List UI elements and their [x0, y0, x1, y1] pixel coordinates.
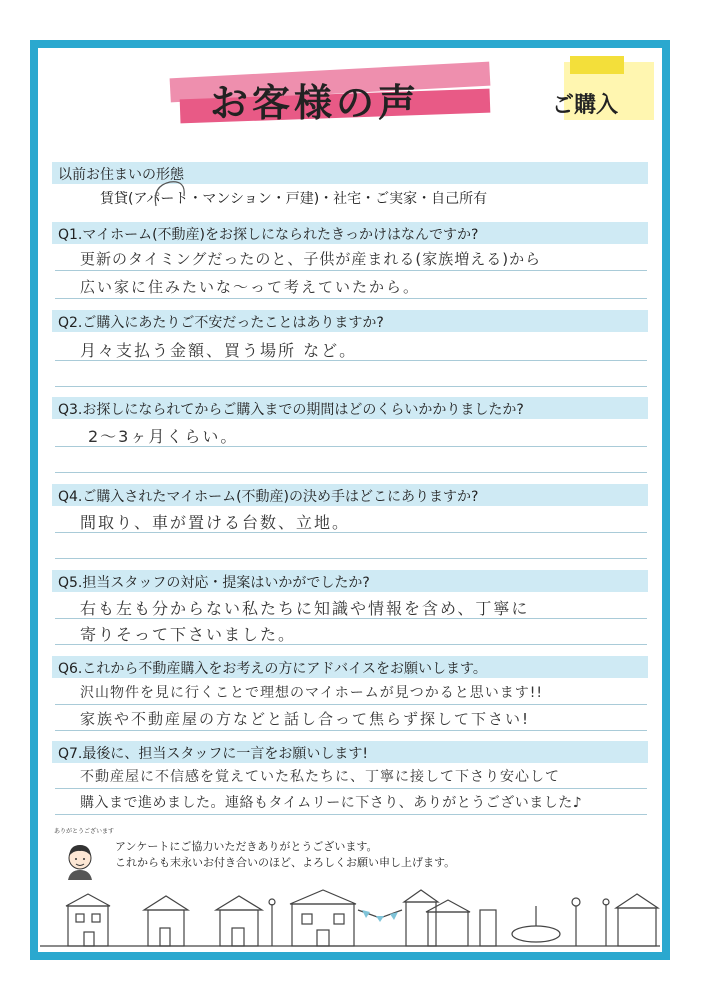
answer-rule — [55, 644, 647, 645]
answer-1-line-1: 更新のタイミングだったのと、子供が産まれる(家族増える)から — [80, 250, 542, 268]
page-title: お客様の声 — [210, 80, 421, 125]
question-1: Q1.マイホーム(不動産)をお探しになられたきっかけはなんですか? — [58, 227, 479, 243]
answer-rule — [55, 788, 647, 789]
answer-6-line-2: 家族や不動産屋の方などと話し合って焦らず探して下さい! — [80, 710, 531, 728]
answer-rule — [55, 360, 647, 361]
footer-line-2: これからも末永いお付き合いのほど、よろしくお願い申し上げます。 — [115, 856, 456, 869]
town-illustration — [40, 888, 660, 948]
answer-7-line-2: 購入まで進めました。連絡もタイムリーに下さり、ありがとうございました♪ — [80, 795, 583, 811]
question-6: Q6.これから不動産購入をお考えの方にアドバイスをお願いします。 — [58, 661, 487, 677]
avatar-caption: ありがとうございます — [54, 828, 115, 835]
answer-rule — [55, 814, 647, 815]
circle-mark-icon — [150, 176, 190, 216]
answer-rule — [55, 270, 647, 271]
answer-2-line-1: 月々支払う金額、買う場所 など。 — [80, 341, 358, 360]
previous-residence-label: 以前お住まいの形態 — [58, 167, 184, 183]
answer-6-line-1: 沢山物件を見に行くことで理想のマイホームが見つかると思います!! — [80, 685, 543, 701]
answer-rule — [55, 298, 647, 299]
question-4: Q4.ご購入されたマイホーム(不動産)の決め手はどこにありますか? — [58, 489, 479, 505]
answer-rule — [55, 532, 647, 533]
answer-rule — [55, 558, 647, 559]
tag-label: ご購入 — [552, 93, 619, 118]
answer-4-line-1: 間取り、車が置ける台数、立地。 — [80, 513, 351, 532]
answer-1-line-2: 広い家に住みたいな〜って考えていたから。 — [80, 278, 421, 296]
answer-3-line-1: 2〜3ヶ月くらい。 — [88, 427, 239, 446]
answer-5-line-1: 右も左も分からない私たちに知識や情報を含め、丁寧に — [80, 599, 530, 618]
answer-rule — [55, 618, 647, 619]
answer-rule — [55, 446, 647, 447]
question-2: Q2.ご購入にあたりご不安だったことはありますか? — [58, 315, 384, 331]
tag-tape — [570, 56, 624, 74]
answer-7-line-1: 不動産屋に不信感を覚えていた私たちに、丁寧に接して下さり安心して — [80, 769, 560, 785]
answer-rule — [55, 386, 647, 387]
question-5: Q5.担当スタッフの対応・提案はいかがでしたか? — [58, 575, 370, 591]
staff-avatar-icon — [58, 836, 102, 880]
question-7: Q7.最後に、担当スタッフに一言をお願いします! — [58, 746, 368, 762]
answer-5-line-2: 寄りそって下さいました。 — [80, 625, 297, 644]
answer-rule — [55, 472, 647, 473]
question-3: Q3.お探しになられてからご購入までの期間はどのくらいかかりましたか? — [58, 402, 524, 418]
answer-rule — [55, 730, 647, 731]
answer-rule — [55, 704, 647, 705]
footer-line-1: アンケートにご協力いただきありがとうございます。 — [115, 840, 378, 853]
previous-residence-options: 賃貸(アパート・マンション・戸建)・社宅・ご実家・自己所有 — [100, 191, 488, 207]
title-banner — [170, 66, 500, 124]
